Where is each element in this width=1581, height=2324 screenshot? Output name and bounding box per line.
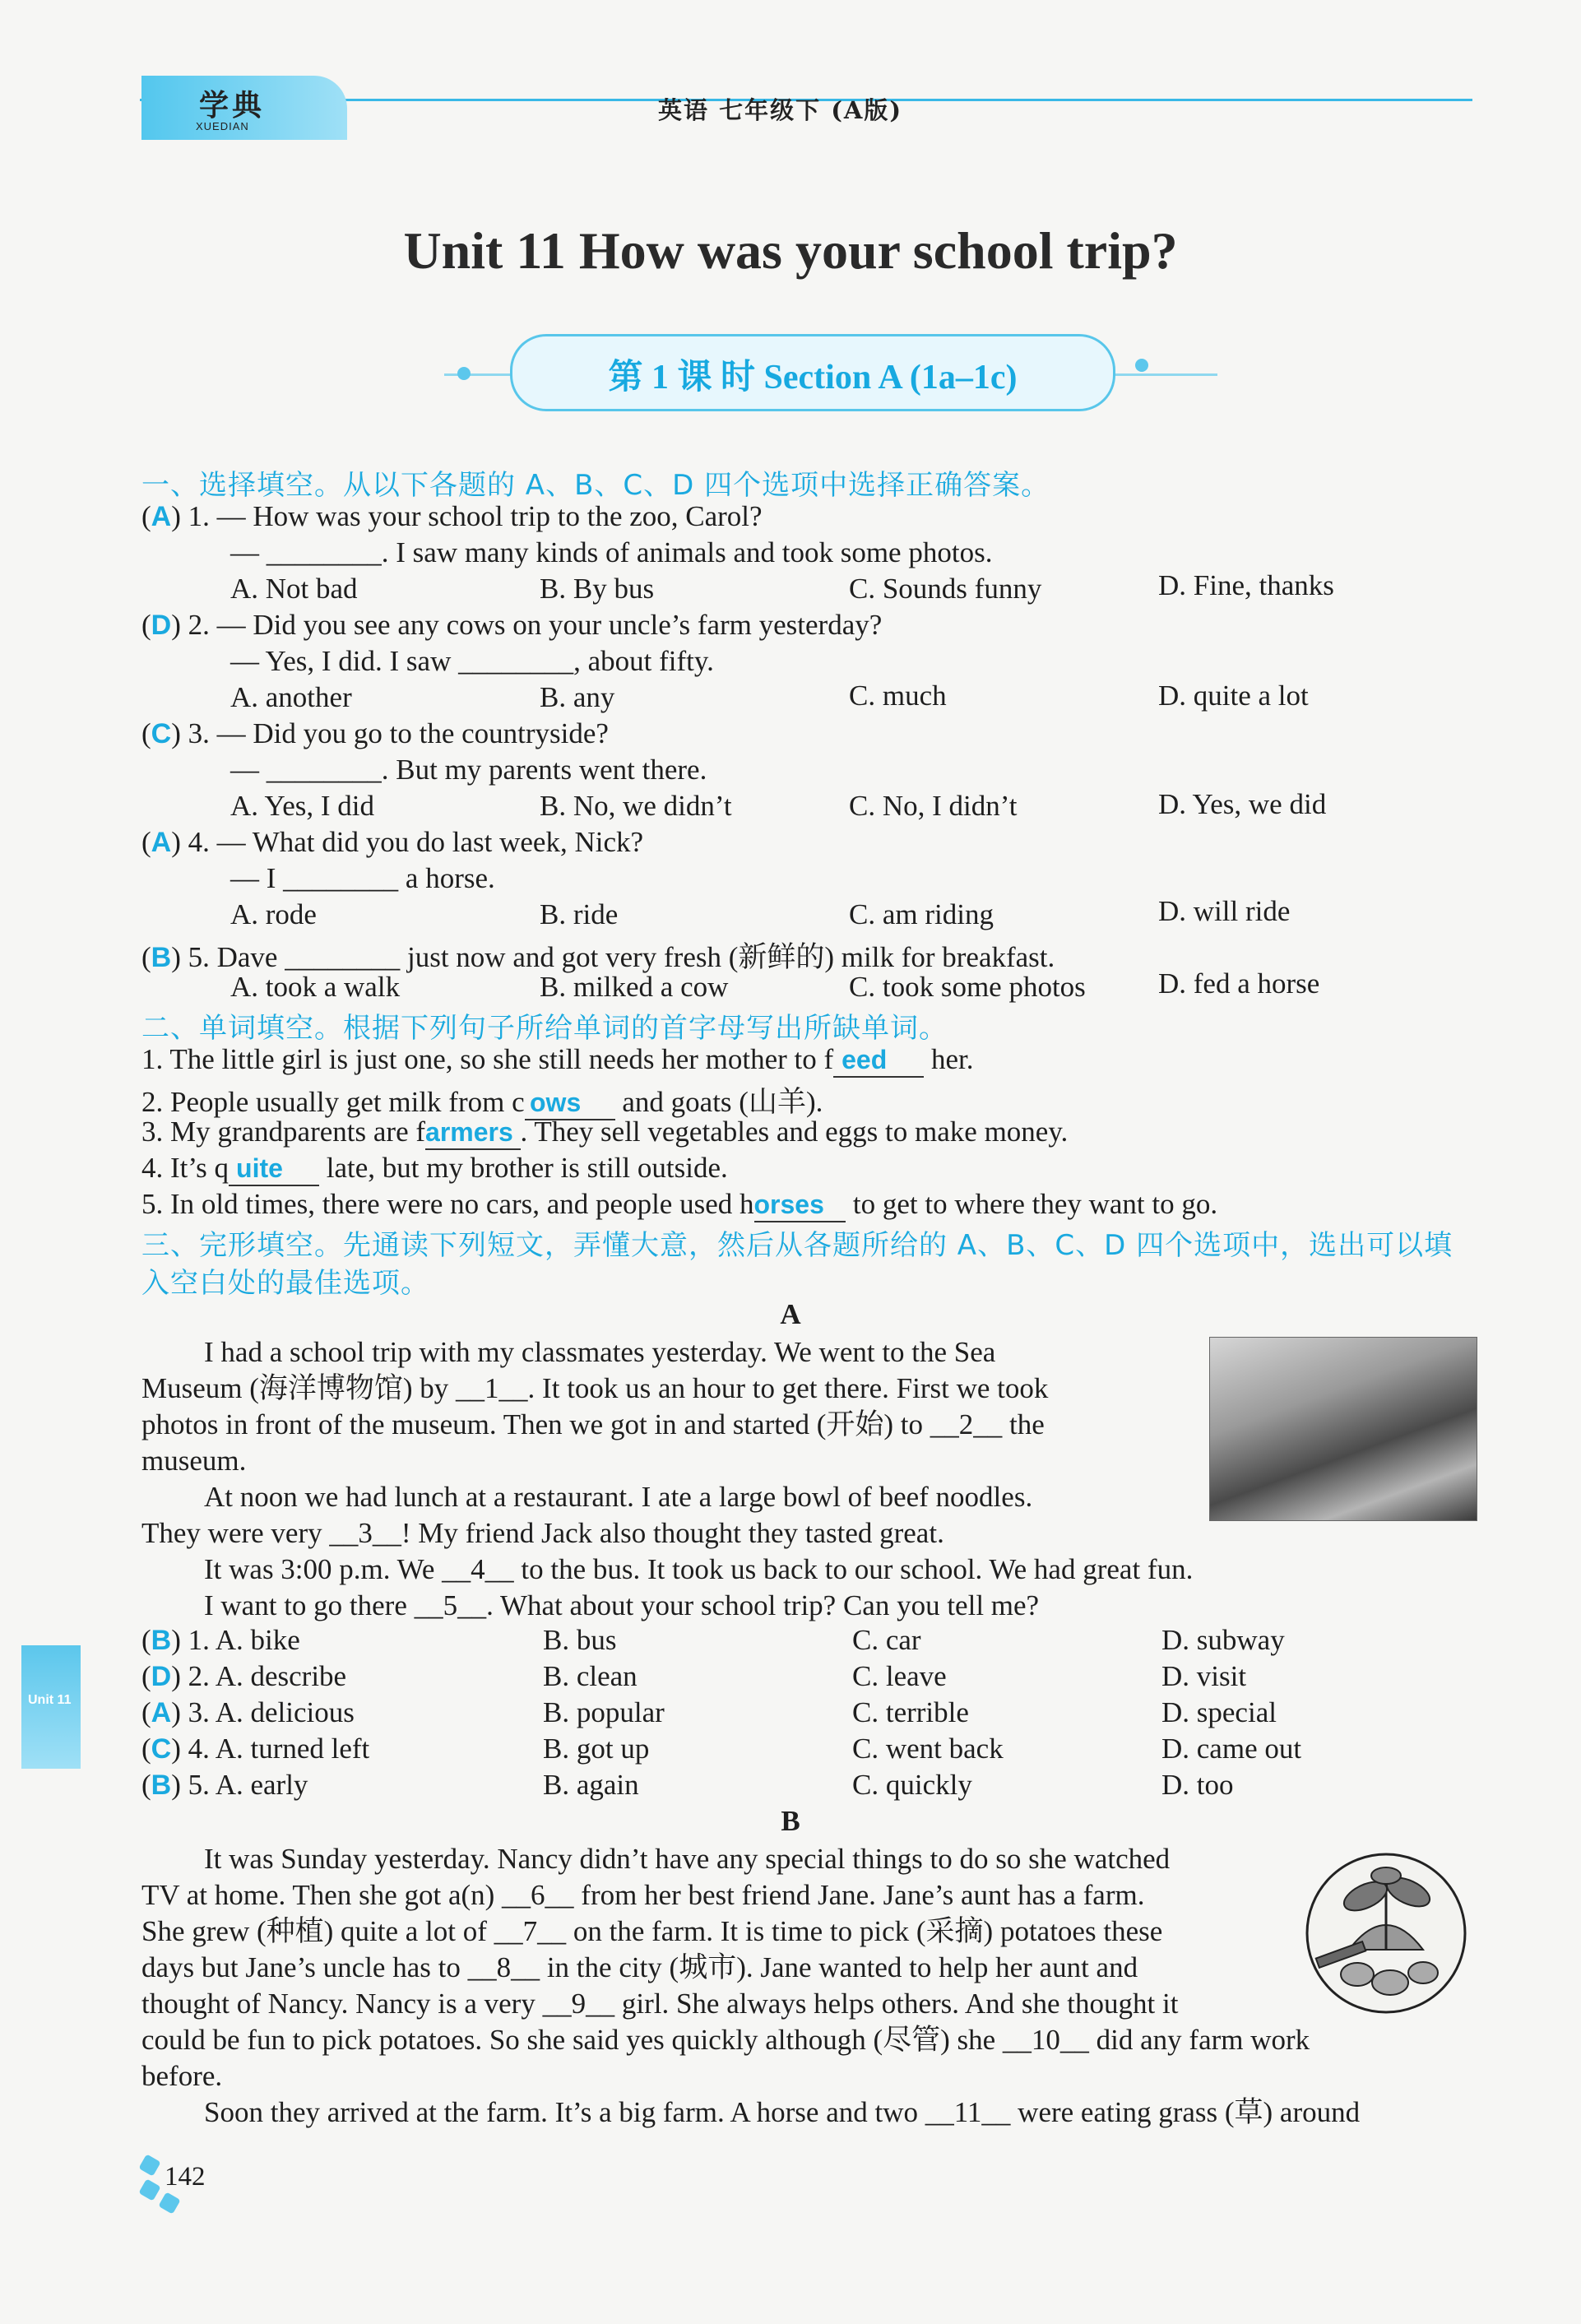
cloze-a-q3-c: C. terrible <box>852 1696 969 1728</box>
cloze-a-q1: (B) 1. A. bike <box>141 1624 300 1656</box>
q2-stem2: — Yes, I did. I saw ________, about fifty. <box>230 645 714 677</box>
q1-option-d: D. Fine, thanks <box>1158 569 1334 601</box>
passage-b-line-4: days but Jane’s uncle has to __8__ in the city (城市). Jane wanted to help her aunt and <box>141 1951 1138 1983</box>
q4-option-d: D. will ride <box>1158 895 1291 927</box>
decor-hex-3 <box>158 2192 180 2214</box>
part2-heading: 二、单词填空。根据下列句子所给单词的首字母写出所缺单词。 <box>141 1012 948 1045</box>
word-item-2: 2. People usually get milk from c ows and goats (山羊). <box>141 1079 823 1120</box>
passage-b-line-7: before. <box>141 2060 223 2092</box>
q2-option-a: A. another <box>230 681 352 713</box>
publisher-logo <box>141 76 347 140</box>
passage-a-line-6: They were very __3__! My friend Jack also thought they tasted great. <box>141 1517 944 1549</box>
page-number: 142 <box>165 2162 206 2192</box>
lesson-title: 第 1 课 时 Section A (1a–1c) <box>608 359 1018 397</box>
cloze-a-q5-c: C. quickly <box>852 1769 972 1801</box>
cloze-a-q1-c: C. car <box>852 1624 921 1656</box>
q1-answer: A <box>151 501 172 532</box>
cloze-a-q2-b: B. clean <box>543 1660 638 1692</box>
q4-answer: A <box>151 827 172 858</box>
passage-b-line-6: could be fun to pick potatoes. So she said yes quickly although (尽管) she __10__ did any farm work <box>141 2024 1310 2056</box>
q2-answer: D <box>151 610 172 641</box>
q1-option-b: B. By bus <box>540 573 655 605</box>
cloze-a-q5-d: D. too <box>1161 1769 1234 1801</box>
q3-option-b: B. No, we didn’t <box>540 790 732 822</box>
q5-option-c: C. took some photos <box>849 971 1086 1003</box>
q3-answer: C <box>151 718 172 749</box>
cloze-a-q3: (A) 3. A. delicious <box>141 1696 355 1728</box>
passage-a-line-7: It was 3:00 p.m. We __4__ to the bus. It took us back to our school. We had great fun. <box>204 1553 1194 1585</box>
word-answer-4: uite <box>236 1153 283 1183</box>
q4-option-c: C. am riding <box>849 898 994 930</box>
passage-a-line-2: Museum (海洋博物馆) by __1__. It took us an hour to get there. First we took <box>141 1372 1049 1404</box>
q4-stem: (A) 4. — What did you do last week, Nick? <box>141 826 644 858</box>
cloze-a-q5: (B) 5. A. early <box>141 1769 308 1801</box>
cloze-a-q2: (D) 2. A. describe <box>141 1660 347 1692</box>
q2-option-d: D. quite a lot <box>1158 680 1309 712</box>
book-title: 英语 七年级下 (A版) <box>658 96 903 124</box>
potato-plant-illustration <box>1300 1851 1472 2016</box>
cloze-a-q4-b: B. got up <box>543 1733 650 1765</box>
unit-side-tab <box>21 1645 81 1769</box>
passage-a-line-3: photos in front of the museum. Then we got in and started (开始) to __2__ the <box>141 1408 1045 1440</box>
word-answer-3: armers <box>425 1117 513 1147</box>
q2-stem: (D) 2. — Did you see any cows on your uncle’s farm yesterday? <box>141 609 883 641</box>
word-item-5: 5. In old times, there were no cars, and people used horses to get to where they want to go. <box>141 1188 1217 1222</box>
q1-option-c: C. Sounds funny <box>849 573 1042 605</box>
side-tab-label: Unit 11 <box>28 1693 72 1707</box>
logo-chinese: 学典 <box>199 88 266 123</box>
passage-a-line-4: museum. <box>141 1445 247 1477</box>
decor-dot-right <box>1135 359 1148 372</box>
passage-a-label: A <box>780 1298 801 1330</box>
unit-title: Unit 11 How was your school trip? <box>403 221 1178 280</box>
lesson-banner <box>510 334 1115 411</box>
q5-answer: B <box>151 942 172 973</box>
passage-b-line-2: TV at home. Then she got a(n) __6__ from her best friend Jane. Jane’s aunt has a farm. <box>141 1879 1145 1911</box>
passage-b-line-3: She grew (种植) quite a lot of __7__ on the farm. It is time to pick (采摘) potatoes these <box>141 1915 1163 1947</box>
q5-option-b: B. milked a cow <box>540 971 729 1003</box>
cloze-a-q2-c: C. leave <box>852 1660 947 1692</box>
q4-stem2: — I ________ a horse. <box>230 862 495 894</box>
q2-option-b: B. any <box>540 681 615 713</box>
q3-option-d: D. Yes, we did <box>1158 788 1327 820</box>
word-item-1: 1. The little girl is just one, so she still needs her mother to f eed her. <box>141 1043 973 1078</box>
cloze-a-q2-d: D. visit <box>1161 1660 1247 1692</box>
word-item-3: 3. My grandparents are farmers . They sell vegetables and eggs to make money. <box>141 1116 1068 1150</box>
passage-a-line-1: I had a school trip with my classmates yesterday. We went to the Sea <box>204 1336 996 1368</box>
decor-hex-2 <box>138 2178 160 2201</box>
part3-heading-line1: 三、完形填空。先通读下列短文，弄懂大意，然后从各题所给的 A、B、C、D 四个选项中，选出可以填 <box>141 1229 1454 1262</box>
q4-option-a: A. rode <box>230 898 317 930</box>
q5-option-a: A. took a walk <box>230 971 401 1003</box>
cloze-a-q3-b: B. popular <box>543 1696 665 1728</box>
cloze-a-q1-b: B. bus <box>543 1624 617 1656</box>
museum-photo <box>1209 1337 1477 1521</box>
part1-heading: 一、选择填空。从以下各题的 A、B、C、D 四个选项中选择正确答案。 <box>141 469 1050 502</box>
logo-english: XUEDIAN <box>196 120 249 132</box>
decor-dot-left <box>457 367 471 380</box>
q1-option-a: A. Not bad <box>230 573 358 605</box>
q5-option-d: D. fed a horse <box>1158 967 1320 1000</box>
cloze-a-q3-d: D. special <box>1161 1696 1277 1728</box>
q2-option-c: C. much <box>849 680 947 712</box>
passage-b-line-5: thought of Nancy. Nancy is a very __9__ girl. She always helps others. And she thought it <box>141 1988 1179 2020</box>
part3-heading-line2: 入空白处的最佳选项。 <box>141 1267 429 1300</box>
q5-stem: (B) 5. Dave ________ just now and got very fresh (新鲜的) milk for breakfast. <box>141 941 1055 973</box>
cloze-a-q1-d: D. subway <box>1161 1624 1285 1656</box>
q3-stem: (C) 3. — Did you go to the countryside? <box>141 717 609 749</box>
word-item-4: 4. It’s q uite late, but my brother is still outside. <box>141 1152 728 1186</box>
decor-hex-1 <box>138 2154 160 2176</box>
cloze-a-q5-b: B. again <box>543 1769 639 1801</box>
q4-option-b: B. ride <box>540 898 619 930</box>
q1-stem: (A) 1. — How was your school trip to the zoo, Carol? <box>141 500 763 532</box>
passage-b-label: B <box>781 1805 800 1837</box>
q3-stem2: — ________. But my parents went there. <box>230 754 707 786</box>
cloze-a-q4-c: C. went back <box>852 1733 1004 1765</box>
cloze-a-q4: (C) 4. A. turned left <box>141 1733 370 1765</box>
word-answer-1: eed <box>842 1045 888 1074</box>
passage-a-line-5: At noon we had lunch at a restaurant. I ate a large bowl of beef noodles. <box>204 1481 1033 1513</box>
q3-option-a: A. Yes, I did <box>230 790 375 822</box>
cloze-a-q4-d: D. came out <box>1161 1733 1302 1765</box>
passage-b-line-1: It was Sunday yesterday. Nancy didn’t have any special things to do so she watched <box>204 1843 1171 1875</box>
word-answer-2: ows <box>530 1088 582 1117</box>
passage-a-line-8: I want to go there __5__. What about your school trip? Can you tell me? <box>204 1589 1040 1621</box>
word-answer-5: orses <box>753 1190 824 1219</box>
q3-option-c: C. No, I didn’t <box>849 790 1018 822</box>
passage-b-line-8: Soon they arrived at the farm. It’s a big farm. A horse and two __11__ were eating grass (草) around <box>204 2096 1361 2128</box>
q1-stem2: — ________. I saw many kinds of animals and took some photos. <box>230 536 993 568</box>
